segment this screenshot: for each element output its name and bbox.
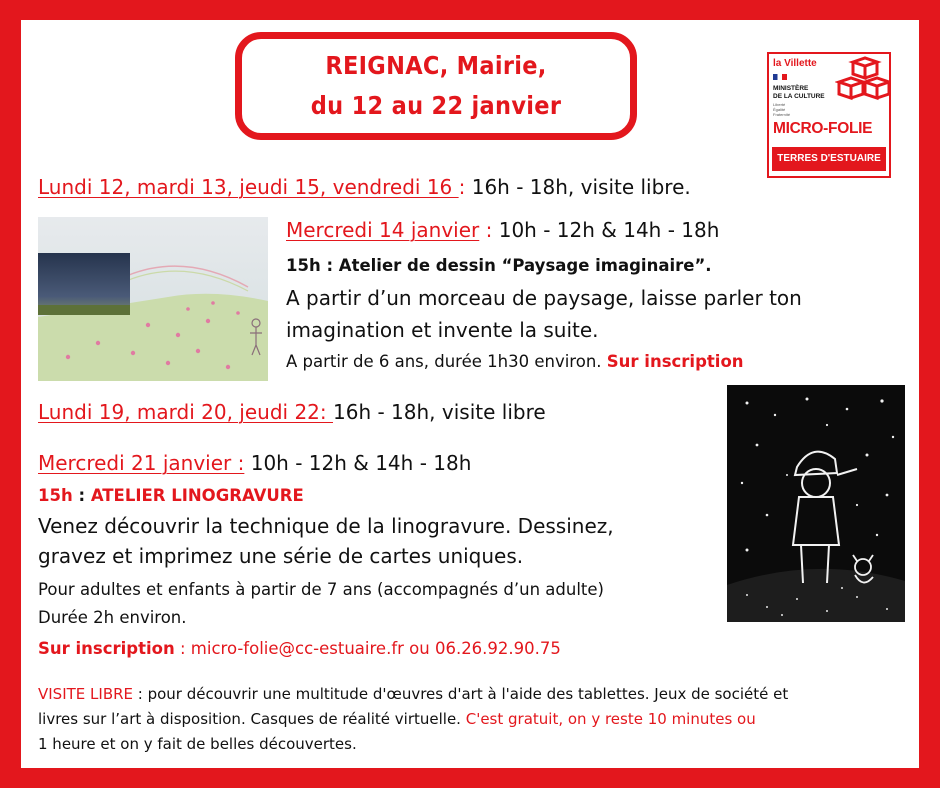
logo-brand: la Villette [773, 58, 817, 69]
flag-icon [773, 74, 787, 80]
wed21-workshop: ATELIER LINOGRAVURE [90, 486, 304, 505]
logo-motto-1: Liberté [773, 102, 786, 107]
wed21-duration: Durée 2h environ. [38, 608, 187, 627]
wed21-desc-2: gravez et imprimez une série de cartes uniques. [38, 544, 524, 568]
week1-detail: 16h - 18h, visite libre. [465, 175, 691, 199]
wed14-desc-2: imagination et invente la suite. [286, 318, 599, 342]
micro-folie-logo [767, 52, 891, 178]
footer-text-2: livres sur l’art à disposition. Casques de réalité virtuelle. [38, 710, 466, 728]
footer-line-2 [38, 710, 756, 728]
linocut-photo [727, 385, 905, 622]
title-line-2: du 12 au 22 janvier [310, 91, 562, 120]
logo-ministry-1: MINISTÈRE [773, 85, 809, 92]
wed21-contact-line [38, 639, 561, 658]
wed21-time: 15h [38, 486, 73, 505]
wed21-hours: 10h - 12h & 14h - 18h [244, 451, 472, 475]
wed14-desc-1: A partir d’un morceau de paysage, laisse parler ton [286, 286, 802, 310]
week1-days: Lundi 12, mardi 13, jeudi 15, vendredi 16 [38, 175, 459, 199]
drawing-photo [38, 217, 268, 381]
logo-motto-3: Fraternité [773, 112, 791, 117]
wed21-desc-1: Venez découvrir la technique de la linogravure. Dessinez, [38, 514, 614, 538]
footer-red-2: 1 heure et on y fait de belles découvertes. [38, 735, 357, 753]
footer-label: VISITE LIBRE [38, 685, 134, 703]
wed14-sep: : [479, 218, 493, 242]
footer-red-1: C'est gratuit, on y reste 10 minutes ou [465, 710, 756, 728]
logo-name: MICRO-FOLIE [773, 120, 873, 137]
logo-motto-2: Égalité [773, 107, 786, 112]
wed14-age-line [286, 352, 744, 371]
cubes-icon [835, 56, 891, 104]
logo-subname: TERRES D'ESTUAIRE [772, 147, 886, 171]
wed14-signup: Sur inscription [606, 352, 744, 371]
wed21-signup: Sur inscription [38, 639, 175, 658]
wed21-audience: Pour adultes et enfants à partir de 7 ans (accompagnés d’un adulte) [38, 580, 604, 599]
week2-days: Lundi 19, mardi 20, jeudi 22: [38, 400, 333, 424]
wed21-line [38, 451, 471, 475]
wed21-day: Mercredi 21 janvier : [38, 451, 245, 475]
week1-line [38, 175, 691, 199]
footer-text-1: : pour découvrir une multitude d'œuvres d'art à l'aide des tablettes. Jeux de société et [133, 685, 789, 703]
wed21-workshop-line [38, 486, 304, 505]
week2-detail: 16h - 18h, visite libre [333, 400, 546, 424]
wed14-line [286, 218, 719, 242]
wed21-colon: : [72, 486, 91, 505]
title-line-1: REIGNAC, Mairie, [325, 51, 547, 80]
week2-line [38, 400, 546, 424]
logo-ministry-2: DE LA CULTURE [773, 93, 825, 100]
title-box [235, 32, 637, 140]
wed14-day: Mercredi 14 janvier [286, 218, 480, 242]
wed14-workshop: 15h : Atelier de dessin “Paysage imaginaire”. [286, 256, 712, 275]
wed14-age: A partir de 6 ans, durée 1h30 environ. [286, 352, 607, 371]
week1-sep: : [458, 175, 466, 199]
wed14-hours: 10h - 12h & 14h - 18h [492, 218, 720, 242]
poster [21, 20, 919, 768]
wed21-contact: : micro-folie@cc-estuaire.fr ou 06.26.92.90.75 [174, 639, 561, 658]
footer-line-1 [38, 685, 788, 703]
